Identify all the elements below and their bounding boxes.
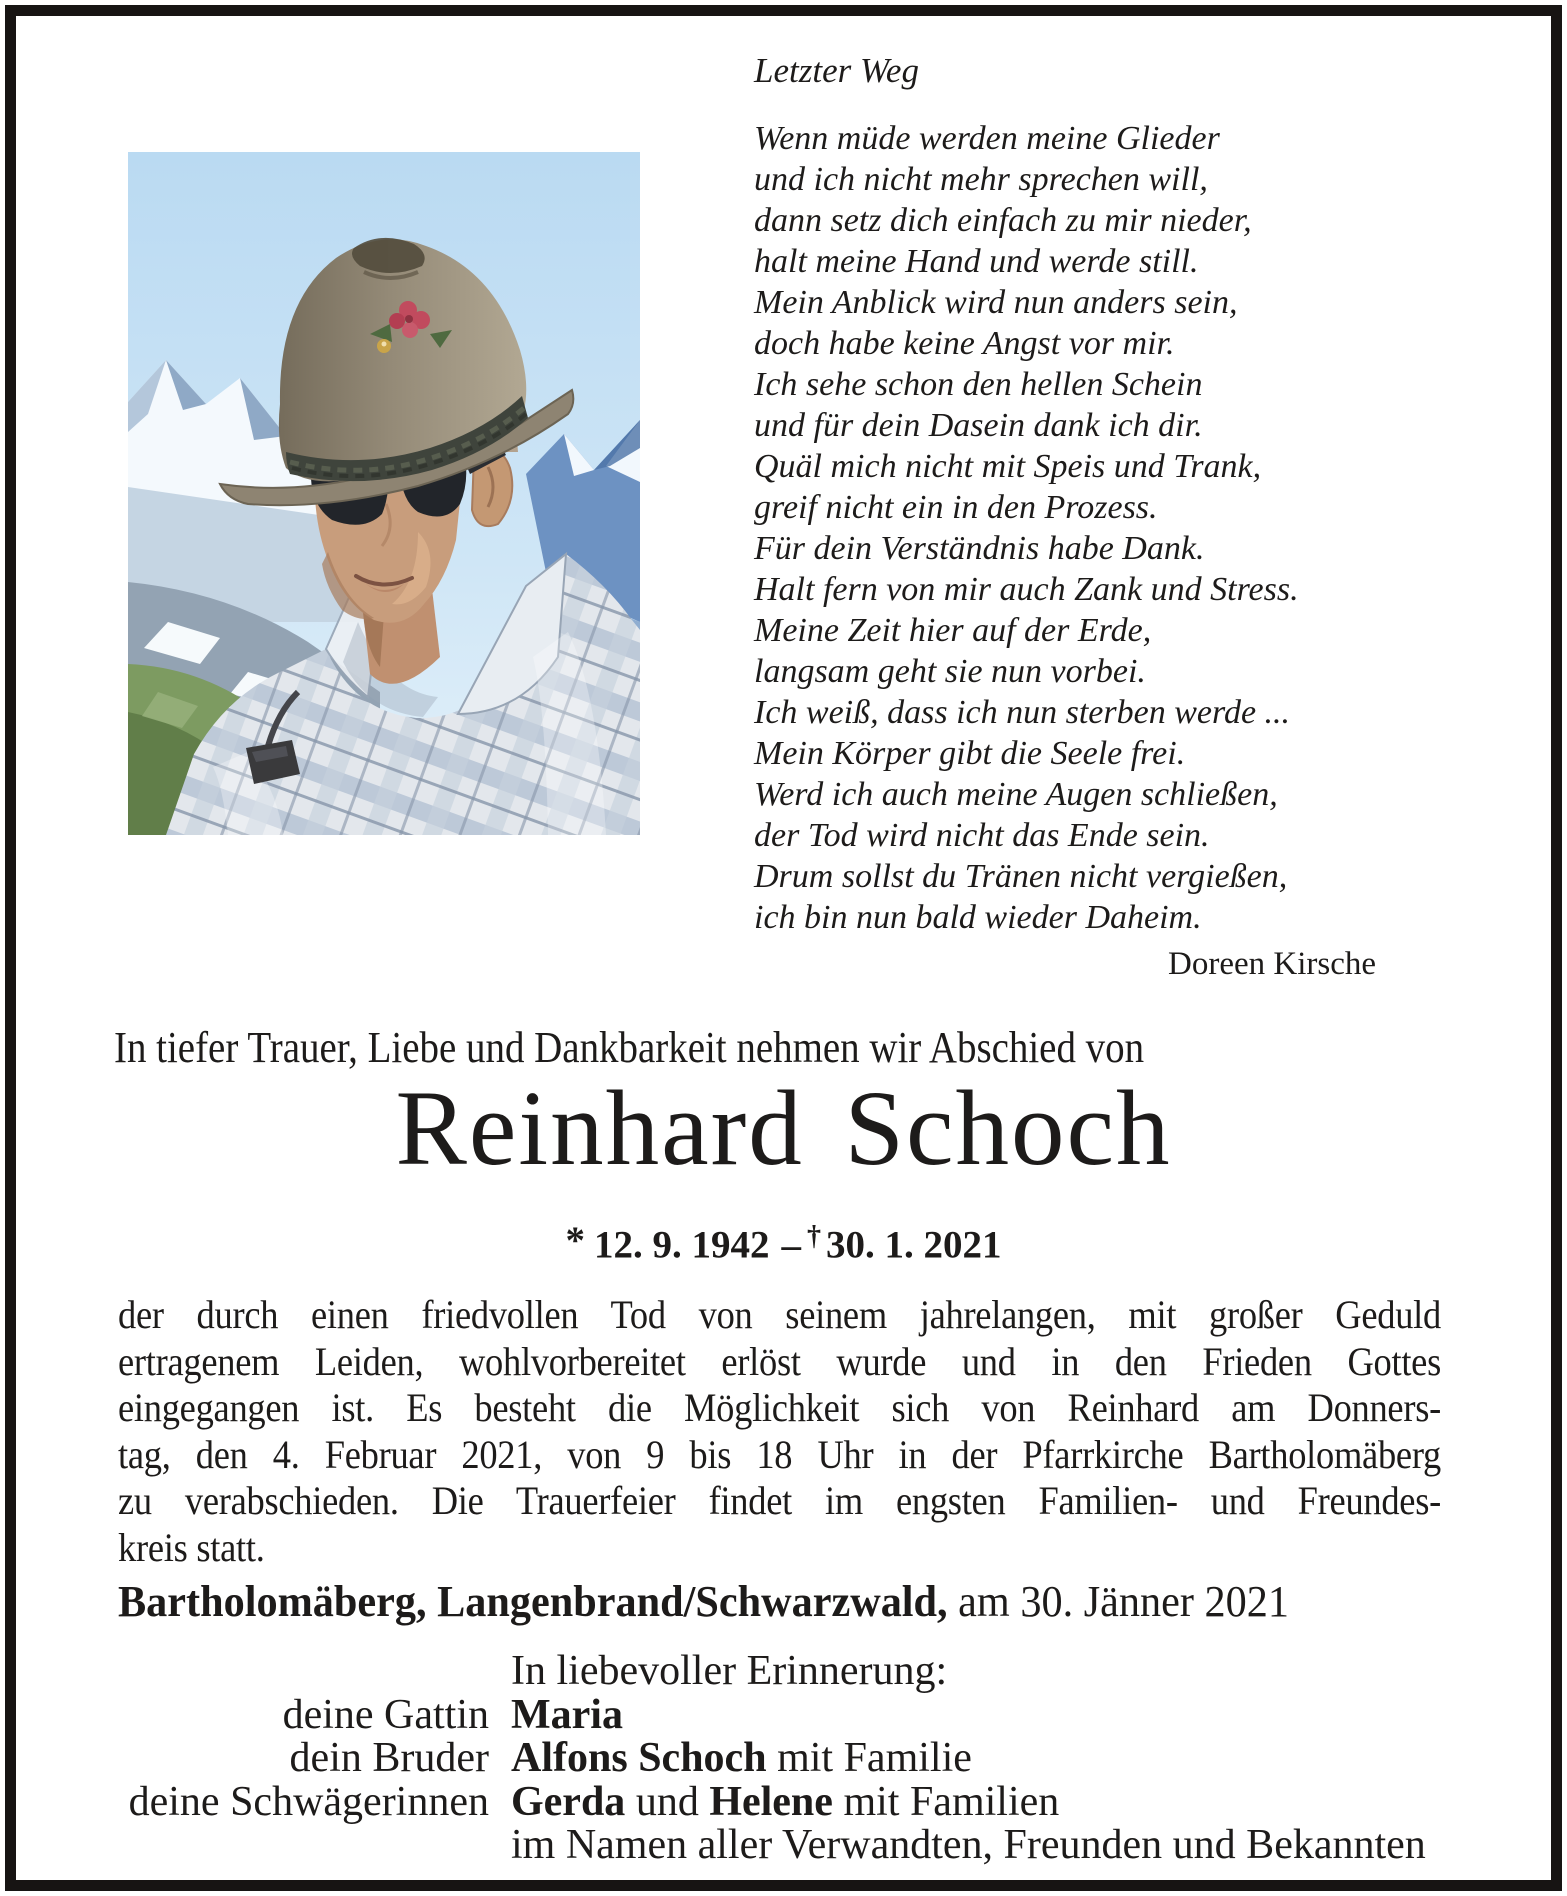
birth-date: 12. 9. 1942 — [593, 1223, 770, 1267]
relation-names — [511, 1779, 1059, 1825]
remembrance-entry — [112, 1778, 1426, 1825]
announcement-line: eingegangen ist. Es besteht die Möglichkeit sich von Reinhard am Donners- — [118, 1385, 1441, 1430]
announcement-line: zu verabschieden. Die Trauerfeier findet im engsten Familien- und Freundes- — [118, 1478, 1441, 1523]
poem-line: Quäl mich nicht mit Speis und Trank, — [754, 448, 1262, 485]
poem — [754, 50, 1299, 938]
poem-line: Ich sehe schon den hellen Schein — [754, 366, 1203, 403]
relation-label: dein Bruder — [289, 1735, 489, 1781]
poem-line: und für dein Dasein dank ich dir. — [754, 407, 1203, 444]
relation-names — [511, 1735, 972, 1781]
names-connector: und — [635, 1778, 699, 1825]
poem-line: ich bin nun bald wieder Daheim. — [754, 899, 1202, 936]
announcement-line: tag, den 4. Februar 2021, von 9 bis 18 Uhr in der Pfarrkirche Bartholomäberg — [118, 1431, 1441, 1477]
poem-line: Mein Anblick wird nun anders sein, — [754, 284, 1238, 321]
relative-name: Maria — [511, 1691, 623, 1738]
poem-line: langsam geht sie nun vorbei. — [754, 653, 1146, 690]
poem-line: und ich nicht mehr sprechen will, — [754, 161, 1208, 198]
remembrance-footer: im Namen aller Verwandten, Freunden und Bekannten — [511, 1822, 1426, 1868]
relative-name: Gerda — [511, 1778, 626, 1825]
poem-line: Wenn müde werden meine Glieder — [754, 120, 1220, 157]
farewell-line: In tiefer Trauer, Liebe und Dankbarkeit nehmen wir Abschied von — [114, 1023, 1145, 1072]
remembrance-entry — [112, 1737, 1426, 1781]
deceased-name-text: Reinhard Schoch — [395, 1070, 1172, 1188]
poem-line: Drum sollst du Tränen nicht vergießen, — [754, 858, 1288, 895]
relation-names — [511, 1692, 623, 1738]
relation-label: deine Gattin — [282, 1691, 489, 1738]
remembrance-section — [112, 1650, 1426, 1868]
poem-line: Werd ich auch meine Augen schließen, — [754, 776, 1278, 813]
life-dates — [0, 1218, 1567, 1268]
poem-line: Mein Körper gibt die Seele frei. — [754, 735, 1186, 772]
death-symbol: † — [806, 1221, 822, 1253]
dateline — [118, 1576, 1289, 1627]
remembrance-entry — [112, 1691, 1426, 1738]
poem-line: greif nicht ein in den Prozess. — [754, 489, 1158, 526]
dates-separator: – — [781, 1223, 801, 1267]
birth-symbol: * — [565, 1219, 585, 1262]
dateline-date: am 30. Jänner 2021 — [958, 1577, 1289, 1626]
relation-label: deine Schwägerinnen — [128, 1778, 489, 1825]
relation-suffix: mit Familien — [843, 1778, 1060, 1825]
announcement-line: der durch einen friedvollen Tod von seinem jahrelangen, mit großer Geduld — [118, 1292, 1441, 1337]
portrait-photo-art — [128, 152, 640, 835]
poem-line: doch habe keine Angst vor mir. — [754, 325, 1175, 362]
poem-title: Letzter Weg — [754, 51, 919, 90]
announcement-line: kreis statt. — [118, 1524, 265, 1570]
poem-lines — [754, 118, 1299, 938]
portrait-photo — [128, 152, 640, 835]
poem-line: Meine Zeit hier auf der Erde, — [754, 612, 1152, 649]
dateline-location: Bartholomäberg, Langenbrand/Schwarzwald, — [118, 1577, 948, 1626]
poem-line: dann setz dich einfach zu mir nieder, — [754, 202, 1252, 239]
poem-line: halt meine Hand und werde still. — [754, 243, 1199, 280]
poem-line: der Tod wird nicht das Ende sein. — [754, 817, 1210, 854]
relative-name: Helene — [709, 1778, 833, 1825]
remembrance-heading: In liebevoller Erinnerung: — [511, 1648, 948, 1694]
relative-name: Alfons Schoch — [511, 1735, 767, 1781]
relation-suffix: mit Familie — [777, 1735, 972, 1781]
poem-line: Für dein Verständnis habe Dank. — [754, 530, 1205, 567]
poem-attribution: Doreen Kirsche — [1168, 946, 1376, 982]
death-date: 30. 1. 2021 — [826, 1223, 1002, 1267]
deceased-name — [0, 1072, 1567, 1188]
poem-line: Halt fern von mir auch Zank und Stress. — [754, 571, 1299, 608]
announcement-paragraph — [118, 1292, 1441, 1571]
poem-line: Ich weiß, dass ich nun sterben werde ... — [754, 694, 1291, 731]
announcement-line: ertragenem Leiden, wohlvorbereitet erlöst wurde und in den Frieden Gottes — [118, 1338, 1441, 1384]
